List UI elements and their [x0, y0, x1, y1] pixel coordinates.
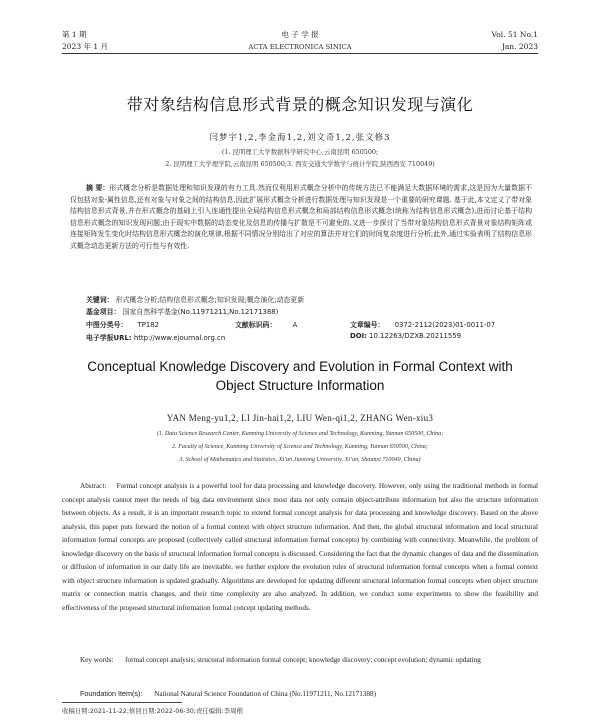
cn-article-no-text: 0372-2112(2023)01-0011-07	[394, 321, 496, 329]
cn-url-text[interactable]: http://www.ejournal.org.cn	[133, 334, 226, 342]
footnote: 收稿日期:2021-11-22;修回日期:2022-06-30;责任编辑:李周楷	[62, 707, 243, 715]
cn-article-no	[350, 319, 495, 329]
cn-doccode	[235, 319, 297, 329]
cn-url	[86, 332, 225, 342]
en-title	[0, 357, 600, 395]
en-keywords	[62, 654, 538, 668]
en-abstract	[62, 480, 538, 615]
cn-clc-text: TP182	[137, 321, 160, 329]
en-affiliation-3: 3. School of Mathematics and Statistics, Xi’an Jiaotong University, Xi’an, Shaanxi 710049, China)	[179, 457, 421, 463]
en-title-line-1: Conceptual Knowledge Discovery and Evolution in Formal Context with	[87, 359, 513, 374]
header-rule	[62, 53, 538, 54]
en-affiliation-2: 2. Faculty of Science, Kunming University of Science and Technology, Kunming, Yunnan 650500, China;	[172, 444, 428, 450]
header-date-en: Jan. 2023	[501, 42, 538, 51]
cn-article-no-label: 文章编号：	[350, 321, 385, 329]
cn-url-label: 电子学报URL:	[86, 334, 132, 342]
cn-doi-text[interactable]: 10.12263/DZXB.20211559	[369, 332, 462, 340]
cn-abstract	[70, 183, 532, 253]
cn-clc-label: 中图分类号：	[86, 321, 128, 329]
header-volume: Vol. 51 No.1	[491, 30, 538, 39]
cn-affiliation-1: (1. 昆明理工大学数据科学研究中心,云南昆明 650500;	[221, 148, 379, 156]
footnote-rule	[62, 702, 182, 703]
cn-abstract-text: 形式概念分析是数据处理和知识发现的有力工具.然而仅利用形式概念分析中的传统方法已不能满足大数据环境的需求,这是因为大量数据不仅包括对象-属性信息,还有对象与对象之间的结构信息,因此扩展形式概念分析进行数据处理与知识发现是一个重要的研究课题. 基于此,本文定义了带对象结构信息形式背景,并在形式概念的基础上引入连通性提出全局结构信息形式概念和局部结构信息形式概念(统称为结构信息形式概念),进而讨论基于结构信息形式概念的知识发现问题;由于现实中数据的动态变化及信息的传播与扩散是不可避免的,又进一步探讨了当带对象结构信息形式背景对象结构矩阵或连接矩阵发生变化时结构信息形式概念的演化规律,根据不同情况分别给出了对应的算法并对它们的时间复杂度进行分析;此外,通过实验表明了结构信息形式概念动态更新方法的可行性与有效性.	[70, 184, 532, 250]
en-abstract-text: Formal concept analysis is a powerful tool for data processing and knowledge discovery. However, only using the traditional methods in formal concept analysis cannot meet the needs of big data environment since most data not only contain object-attribute information but also the structure information between objects. As a result, it is an important research topic to extend formal concept analysis for data processing and knowledge discovery. Based on the above analysis, this paper puts forward the notion of a formal context with object structure information. And then, the global structural information and local structural information formal concepts are proposed (collectively called structural information formal concepts) by combining with connectivity. Meanwhile, the problem of knowledge discovery on the basis of structural information formal concepts is discussed. Considering the fact that the dynamic changes of data and the dissemination or diffusion of information in our daily life are inevitable, we further explore the evolution rules of structural information formal concepts when a formal context with object structure information is updated gradually. Algorithms are developed for updating different structural information formal concepts when object structure matrix or connection matrix changes, and their time complexity are also analyzed. In addition, we conduct some experiments to show the feasibility and effectiveness of the proposed structural information formal concept updating methods.	[62, 482, 539, 612]
cn-doi-label: DOI:	[350, 332, 367, 340]
en-fund	[80, 689, 376, 698]
en-affiliation-1: (1. Data Science Research Center, Kunming University of Science and Technology, Kunming, Yunnan 650500, China;	[156, 431, 444, 437]
cn-authors: 闫梦宇1,2,李金海1,2,刘文奇1,2,张文修3	[209, 133, 391, 143]
en-keywords-text: formal concept analysis; structural information formal concept; knowledge discovery; concept evolution; dynamic updating	[125, 656, 481, 664]
cn-fund	[86, 306, 278, 316]
header-issue-cn: 第 1 期	[62, 30, 87, 39]
header-date-cn: 2023 年 1 月	[62, 42, 109, 51]
en-fund-text: National Natural Science Foundation of China (No.11971211, No.12171388)	[154, 690, 376, 698]
cn-keywords	[86, 294, 304, 304]
cn-abstract-label: 摘 要：	[86, 184, 110, 192]
cn-fund-label: 基金项目：	[86, 308, 121, 316]
en-title-line-2: Object Structure Information	[215, 378, 385, 393]
cn-doccode-text: A	[292, 321, 298, 329]
en-authors: YAN Meng-yu1,2, LI Jin-hai1,2, LIU Wen-qi1,2, ZHANG Wen-xiu3	[166, 413, 434, 423]
cn-doi	[350, 332, 461, 340]
en-abstract-label: Abstract:	[80, 482, 107, 490]
en-keywords-label: Key words:	[80, 656, 114, 664]
cn-doccode-label: 文献标识码：	[235, 321, 277, 329]
cn-keywords-label: 关键词：	[86, 296, 114, 304]
header-journal-cn: 电 子 学 报	[281, 30, 319, 39]
header-journal-en: ACTA ELECTRONICA SINICA	[248, 43, 352, 51]
cn-clc	[86, 319, 159, 329]
cn-affiliation-2: 2. 昆明理工大学理学院,云南昆明 650500;3. 西安交通大学数学与统计学院,陕西西安 710049)	[165, 160, 435, 168]
cn-title: 带对象结构信息形式背景的概念知识发现与演化	[126, 95, 474, 114]
cn-keywords-text: 形式概念分析;结构信息形式概念;知识发现;概念演化;动态更新	[115, 296, 305, 304]
cn-fund-text: 国家自然科学基金(No.11971211,No.12171388)	[122, 308, 279, 316]
en-fund-label: Foundation Item(s):	[80, 689, 143, 698]
